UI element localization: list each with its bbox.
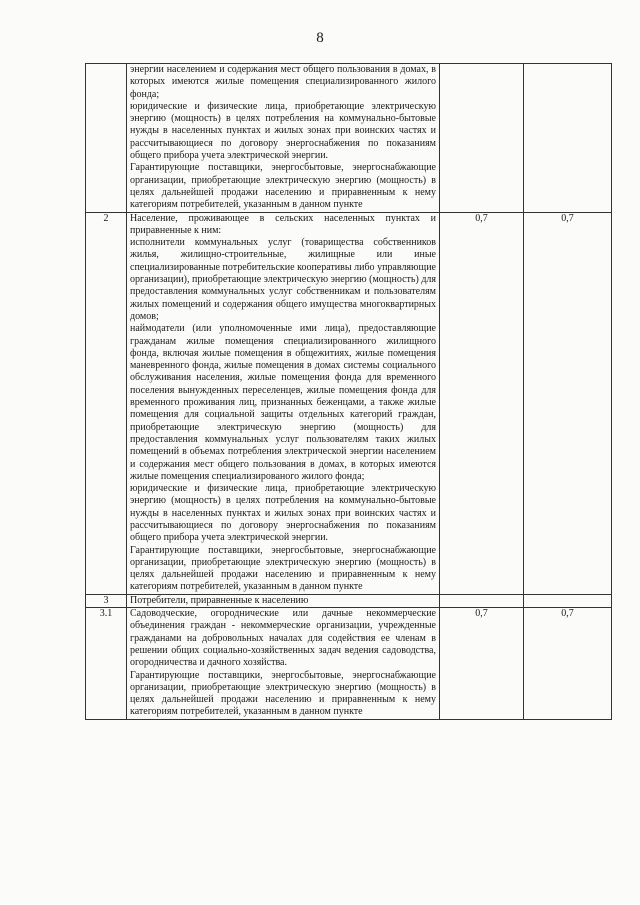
table-row: [86, 608, 612, 720]
row-value-2: [524, 64, 612, 213]
row-number: 2: [86, 212, 127, 594]
paragraph: юридические и физические лица, приобретающие электрическую энергию (мощность) в целях потребления на коммунально-бытовые нужды в населенных пунктах и жилых зонах при воинских частях и рассчитывающиеся по договору энергоснабжения по показаниям общего прибора учета электрической энергии.: [130, 483, 436, 544]
row-description: [127, 64, 440, 213]
row-value-1: 0,7: [440, 212, 524, 594]
paragraph: Гарантирующие поставщики, энергосбытовые, энергоснабжающие организации, приобретающие электрическую энергию (мощность) в целях дальнейшей продажи населению и приравненным к нему категориям потребителей, указанным в данном пункте: [130, 669, 436, 718]
paragraph: наймодатели (или уполномоченные ими лица), предоставляющие гражданам жилые помещения специализированного жилищного фонда, включая жилые помещения в общежитиях, жилые помещения маневренного фонда, жилые помещения в домах системы социального обслуживания населения, жилые помещения фонда для временного поселения вынужденных переселенцев, жилые помещения фонда для временного проживания лиц, признанных беженцами, а также жилые помещения для социальной защиты отдельных категорий граждан, приобретающие электрическую энергию (мощность) для предоставления коммунальных услуг пользователям таких жилых помещений в объемах потребления электрической энергии населением и содержания мест общего пользования в домах, в которых имеются жилые помещения специализированого жилого фонда;: [130, 323, 436, 482]
row-description: [127, 608, 440, 720]
row-value-2: [524, 594, 612, 607]
row-number: 3.1: [86, 608, 127, 720]
paragraph: юридические и физические лица, приобретающие электрическую энергию (мощность) в целях потребления на коммунально-бытовые нужды в населенных пунктах и жилых зонах при воинских частях и рассчитывающиеся по договору энергоснабжения по показаниям общего прибора учета электрической энергии.: [130, 100, 436, 162]
row-value-2: 0,7: [524, 608, 612, 720]
row-value-2: 0,7: [524, 212, 612, 594]
paragraph: Население, проживающее в сельских населенных пунктах и приравненные к ним:: [130, 212, 436, 236]
row-value-1: [440, 594, 524, 607]
table-row: [86, 212, 612, 594]
table-row: [86, 594, 612, 607]
table-row: [86, 64, 612, 213]
row-number: [86, 64, 127, 213]
paragraph: Потребители, приравненные к населению: [130, 594, 309, 606]
row-description: [127, 212, 440, 594]
paragraph: исполнители коммунальных услуг (товарищества собственников жилья, жилищно-строительные, жилищные или иные специализированные потребительские кооперативы либо управляющие организации), приобретающие электрическую энергию (мощность) для предоставления коммунальных услуг собственникам и пользователям жилых помещений и содержания общего имущества многоквартирных домов;: [130, 237, 436, 322]
paragraph: Садоводческие, огороднические или дачные некоммерческие объединения граждан - некоммерческие организации, учрежденные гражданами на добровольных началах для содействия ее членам в решении общих социально-хозяйственных задач ведения садоводства, огородничества и дачного хозяйства.: [130, 608, 436, 669]
row-value-1: [440, 64, 524, 213]
page-number: 8: [316, 30, 324, 46]
row-number: 3: [86, 594, 127, 607]
row-description: [127, 594, 440, 607]
paragraph: Гарантирующие поставщики, энергосбытовые, энергоснабжающие организации, приобретающие электрическую энергию (мощность) в целях дальнейшей продажи населению и приравненным к нему категориям потребителей, указанным в данном пункте: [130, 544, 436, 593]
paragraph: Гарантирующие поставщики, энергосбытовые, энергоснабжающие организации, приобретающие электрическую энергию (мощность) в целях дальнейшей продажи населению и приравненным к нему категориям потребителей, указанным в данном пункте: [130, 162, 436, 211]
tariff-table: [85, 63, 612, 720]
row-value-1: 0,7: [440, 608, 524, 720]
paragraph: энергии населением и содержания мест общего пользования в домах, в которых имеются жилые помещения специализированного жилого фонда;: [130, 64, 436, 100]
